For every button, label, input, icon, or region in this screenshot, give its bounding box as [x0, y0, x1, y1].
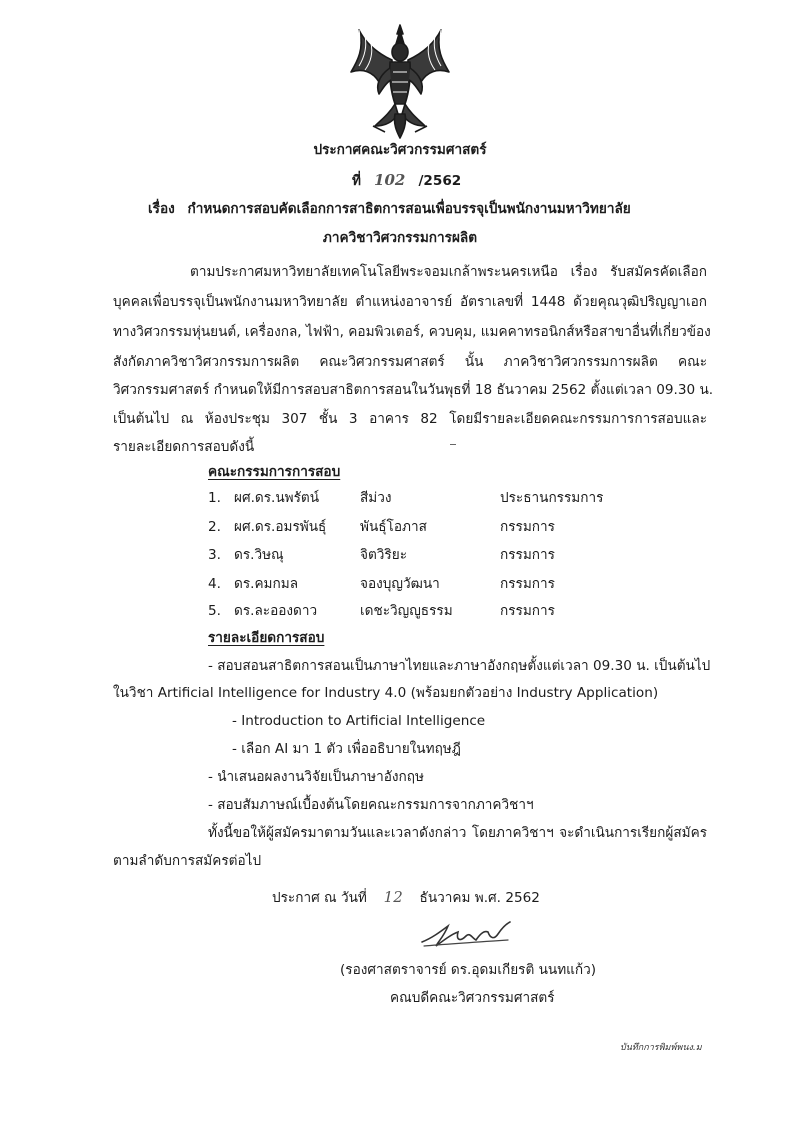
paragraph-line: เป็นต้นไป ณ ห้องประชุม 307 ชั้น 3 อาคาร 82 โดยมีรายละเอียดคณะกรรมการการสอบและ — [113, 411, 707, 427]
garuda-emblem-icon — [345, 22, 455, 140]
paragraph-line: ตามประกาศมหาวิทยาลัยเทคโนโลยีพระจอมเกล้าพระนครเหนือ เรื่อง รับสมัครคัดเลือก — [190, 264, 707, 280]
exam-subitem: - เลือก AI มา 1 ตัว เพื่ออธิบายในทฤษฎี — [232, 741, 461, 757]
stray-mark — [450, 444, 456, 445]
member-role: ประธานกรรมการ — [500, 490, 604, 506]
announce-day-handwritten: 12 — [383, 888, 403, 906]
member-number: 5. — [208, 603, 221, 619]
number-label: ที่ — [352, 173, 361, 189]
member-name: ดร.ละอองดาว — [234, 603, 318, 619]
member-surname: พันธุ์โอภาส — [360, 519, 427, 535]
paragraph-line: บุคคลเพื่อบรรจุเป็นพนักงานมหาวิทยาลัย ตำแหน่งอาจารย์ อัตราเลขที่ 1448 ด้วยคุณวุฒิปริญญาเอก — [113, 294, 707, 310]
footer-note: บันทึกการพิมพ์พนง.ม — [620, 1043, 702, 1053]
exam-item: - นำเสนอผลงานวิจัยเป็นภาษาอังกฤษ — [208, 769, 424, 785]
member-role: กรรมการ — [500, 547, 555, 563]
member-name: ดร.วิษณุ — [234, 547, 284, 563]
signatory-name: (รองศาสตราจารย์ ดร.อุดมเกียรติ นนทแก้ว) — [340, 962, 597, 978]
number-handwritten: 102 — [374, 171, 406, 189]
committee-heading: คณะกรรมการการสอบ — [208, 464, 341, 480]
member-number: 1. — [208, 490, 221, 506]
member-name: ผศ.ดร.นพรัตน์ — [234, 490, 320, 506]
subject-label: เรื่อง — [148, 201, 175, 217]
member-surname: สีม่วง — [360, 490, 392, 506]
member-surname: เดชะวิญญูธรรม — [360, 603, 453, 619]
member-role: กรรมการ — [500, 519, 555, 535]
subject-text: กำหนดการสอบคัดเลือกการสาธิตการสอนเพื่อบรรจุเป็นพนักงานมหาวิทยาลัย — [187, 201, 631, 217]
document-number — [352, 170, 461, 191]
member-number: 3. — [208, 547, 221, 563]
number-suffix: /2562 — [418, 173, 462, 189]
exam-item: - สอบสัมภาษณ์เบื้องต้นโดยคณะกรรมการจากภาควิชาฯ — [208, 797, 534, 813]
exam-subitem: - Introduction to Artificial Intelligence — [232, 713, 486, 729]
issuer-title: ประกาศคณะวิศวกรรมศาสตร์ — [313, 142, 487, 158]
member-surname: จองบุญวัฒนา — [360, 576, 440, 592]
subject-line — [148, 199, 631, 219]
signature-scribble — [418, 918, 514, 954]
announce-date — [272, 887, 540, 908]
paragraph-line: รายละเอียดการสอบดังนี้ — [113, 439, 255, 455]
member-role: กรรมการ — [500, 576, 555, 592]
member-name: ดร.คมกมล — [234, 576, 299, 592]
paragraph-line: วิศวกรรมศาสตร์ กำหนดให้มีการสอบสาธิตการสอนในวันพุธที่ 18 ธันวาคม 2562 ตั้งแต่เวลา 09.30 น. — [113, 382, 714, 398]
announce-rest: ธันวาคม พ.ศ. 2562 — [419, 890, 540, 906]
paragraph-line: ทางวิศวกรรมหุ่นยนต์, เครื่องกล, ไฟฟ้า, คอมพิวเตอร์, ควบคุม, แมคคาทรอนิกส์หรือสาขาอื่นที่เกี่ยวข้อง — [113, 324, 711, 340]
exam-item-continuation: ในวิชา Artificial Intelligence for Industry 4.0 (พร้อมยกตัวอย่าง Industry Application) — [113, 685, 659, 701]
signatory-position: คณบดีคณะวิศวกรรมศาสตร์ — [390, 990, 555, 1006]
member-role: กรรมการ — [500, 603, 555, 619]
department-title: ภาควิชาวิศวกรรมการผลิต — [322, 230, 478, 246]
exam-item: - สอบสอนสาธิตการสอนเป็นภาษาไทยและภาษาอังกฤษตั้งแต่เวลา 09.30 น. เป็นต้นไป — [208, 658, 711, 674]
member-surname: จิตวิริยะ — [360, 547, 407, 563]
exam-heading: รายละเอียดการสอบ — [208, 630, 325, 646]
member-number: 2. — [208, 519, 221, 535]
paragraph-line: สังกัดภาควิชาวิศวกรรมการผลิต คณะวิศวกรรมศาสตร์ นั้น ภาควิชาวิศวกรรมการผลิต คณะ — [113, 354, 707, 370]
announce-prefix: ประกาศ ณ วันที่ — [272, 890, 367, 906]
member-name: ผศ.ดร.อมรพันธุ์ — [234, 519, 327, 535]
closing-line: ตามลำดับการสมัครต่อไป — [113, 853, 262, 869]
member-number: 4. — [208, 576, 221, 592]
closing-line: ทั้งนี้ขอให้ผู้สมัครมาตามวันและเวลาดังกล่าว โดยภาควิชาฯ จะดำเนินการเรียกผู้สมัคร — [208, 825, 707, 841]
